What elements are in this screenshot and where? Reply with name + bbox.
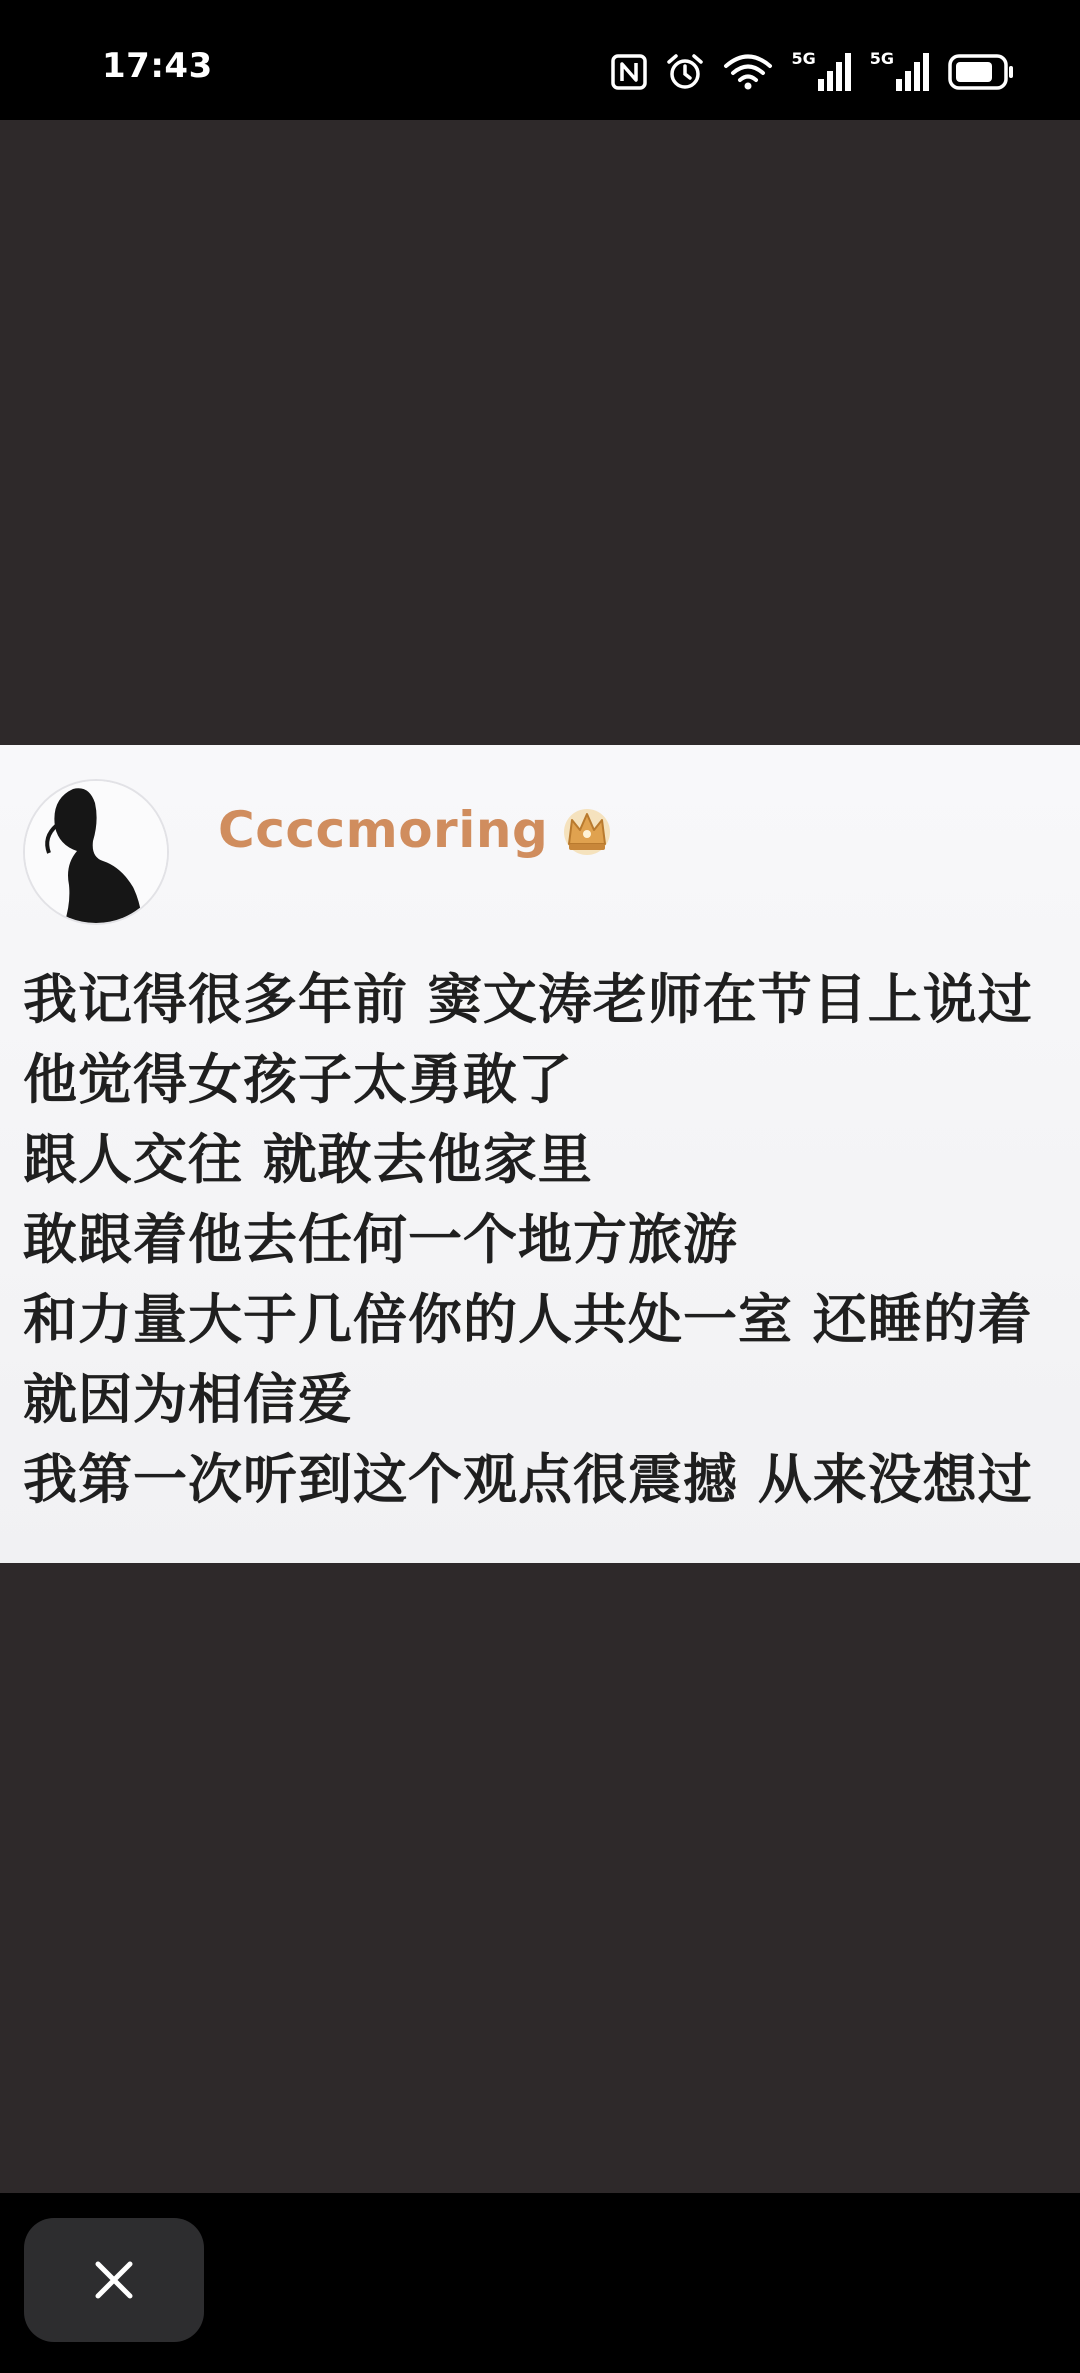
alarm-icon [665,52,705,92]
network-type-label: 5G [791,49,816,68]
signal-5g-icon [869,49,930,91]
post-text-line: 就因为相信爱 [23,1368,353,1431]
post-text-line: 他觉得女孩子太勇敢了 [23,1048,573,1111]
bottom-bar [0,2193,1080,2373]
wifi-icon [723,53,773,91]
close-icon [93,2259,135,2301]
status-bar [0,0,1080,120]
nfc-icon [611,54,647,90]
post-text-line: 我第一次听到这个观点很震撼 从来没想过 [23,1448,1033,1511]
close-button[interactable] [24,2218,204,2342]
avatar [23,779,169,925]
crown-badge-icon [560,804,614,856]
post-text-line: 我记得很多年前 窦文涛老师在节目上说过 [23,968,1033,1031]
post-image[interactable] [0,745,1080,1563]
post-text [23,960,1063,1520]
post-text-line: 跟人交往 就敢去他家里 [23,1128,593,1191]
network-type-label: 5G [869,49,894,68]
username: Ccccmoring [218,801,549,859]
username-row [218,795,614,865]
battery-icon [948,54,1014,90]
signal-5g-icon [791,49,851,91]
status-icons [611,48,1014,96]
post-text-line: 和力量大于几倍你的人共处一室 还睡的着 [23,1288,1033,1351]
post-text-line: 敢跟着他去任何一个地方旅游 [23,1208,738,1271]
status-time: 17:43 [102,46,213,86]
